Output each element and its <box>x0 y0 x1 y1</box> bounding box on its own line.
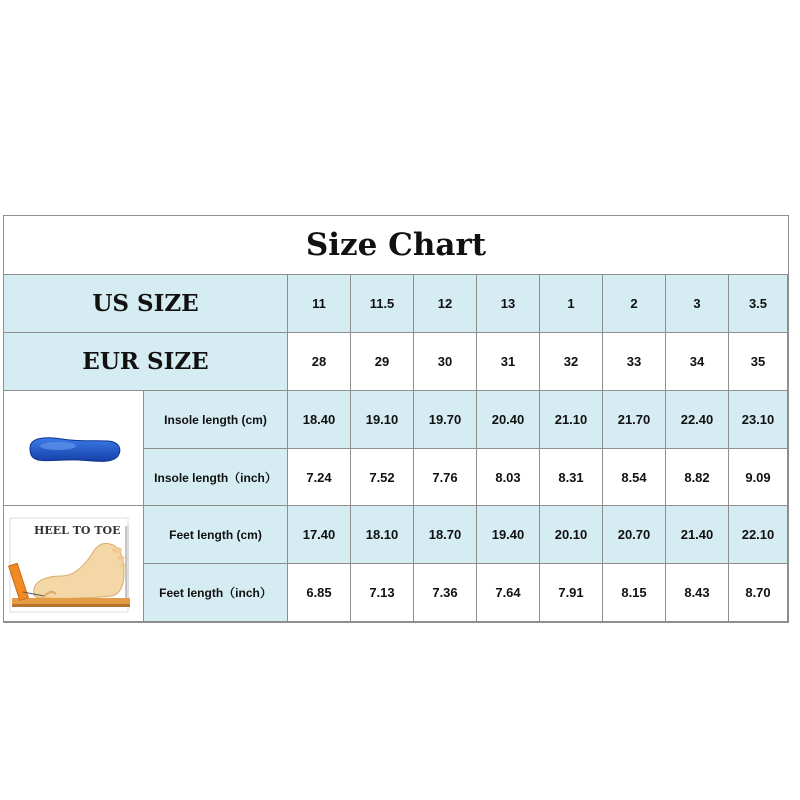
table-cell: 7.76 <box>414 449 477 506</box>
chart-title: Size Chart <box>4 216 788 275</box>
table-cell: 7.64 <box>477 564 540 622</box>
table-cell: 7.91 <box>540 564 603 622</box>
table-cell: 8.03 <box>477 449 540 506</box>
table-cell: 20.10 <box>540 506 603 564</box>
size-chart-table <box>3 215 789 623</box>
table-cell: 22.40 <box>666 391 729 449</box>
table-cell: 35 <box>729 333 788 391</box>
foot-measure-icon <box>4 506 142 620</box>
row-label: Feet length（inch） <box>144 564 288 622</box>
table-cell: 1 <box>540 275 603 333</box>
table-cell: 9.09 <box>729 449 788 506</box>
table-cell: 18.40 <box>288 391 351 449</box>
table-cell: 19.70 <box>414 391 477 449</box>
heel-to-toe-caption: HEEL TO TOE <box>34 524 121 537</box>
table-cell: 7.36 <box>414 564 477 622</box>
table-cell: 13 <box>477 275 540 333</box>
table-cell: 20.40 <box>477 391 540 449</box>
table-cell: 33 <box>603 333 666 391</box>
table-cell: 28 <box>288 333 351 391</box>
table-cell: 32 <box>540 333 603 391</box>
table-cell: 8.43 <box>666 564 729 622</box>
table-cell: 23.10 <box>729 391 788 449</box>
table-cell: 29 <box>351 333 414 391</box>
insole-icon <box>24 428 124 468</box>
table-cell: 19.10 <box>351 391 414 449</box>
row-label: Insole length（inch） <box>144 449 288 506</box>
table-cell: 3 <box>666 275 729 333</box>
table-cell: 17.40 <box>288 506 351 564</box>
table-cell: 11.5 <box>351 275 414 333</box>
table-cell: 11 <box>288 275 351 333</box>
table-cell: 31 <box>477 333 540 391</box>
row-label: Feet length (cm) <box>144 506 288 564</box>
table-cell: 8.31 <box>540 449 603 506</box>
table-cell: 18.10 <box>351 506 414 564</box>
table-cell: 8.82 <box>666 449 729 506</box>
table-cell: 7.52 <box>351 449 414 506</box>
table-cell: 8.54 <box>603 449 666 506</box>
table-cell: 7.13 <box>351 564 414 622</box>
table-cell: 20.70 <box>603 506 666 564</box>
row-label: US SIZE <box>4 275 288 333</box>
table-cell: 12 <box>414 275 477 333</box>
table-cell: 6.85 <box>288 564 351 622</box>
table-cell: 22.10 <box>729 506 788 564</box>
table-cell: 7.24 <box>288 449 351 506</box>
table-cell: 8.15 <box>603 564 666 622</box>
table-cell: 21.10 <box>540 391 603 449</box>
table-cell: 8.70 <box>729 564 788 622</box>
table-cell: 18.70 <box>414 506 477 564</box>
row-label: EUR SIZE <box>4 333 288 391</box>
table-cell: 21.70 <box>603 391 666 449</box>
table-cell: 3.5 <box>729 275 788 333</box>
row-label: Insole length (cm) <box>144 391 288 449</box>
table-cell: 34 <box>666 333 729 391</box>
table-cell: 2 <box>603 275 666 333</box>
foot-image-cell <box>4 506 144 622</box>
table-cell: 30 <box>414 333 477 391</box>
table-cell: 19.40 <box>477 506 540 564</box>
insole-image-cell <box>4 391 144 506</box>
table-cell: 21.40 <box>666 506 729 564</box>
